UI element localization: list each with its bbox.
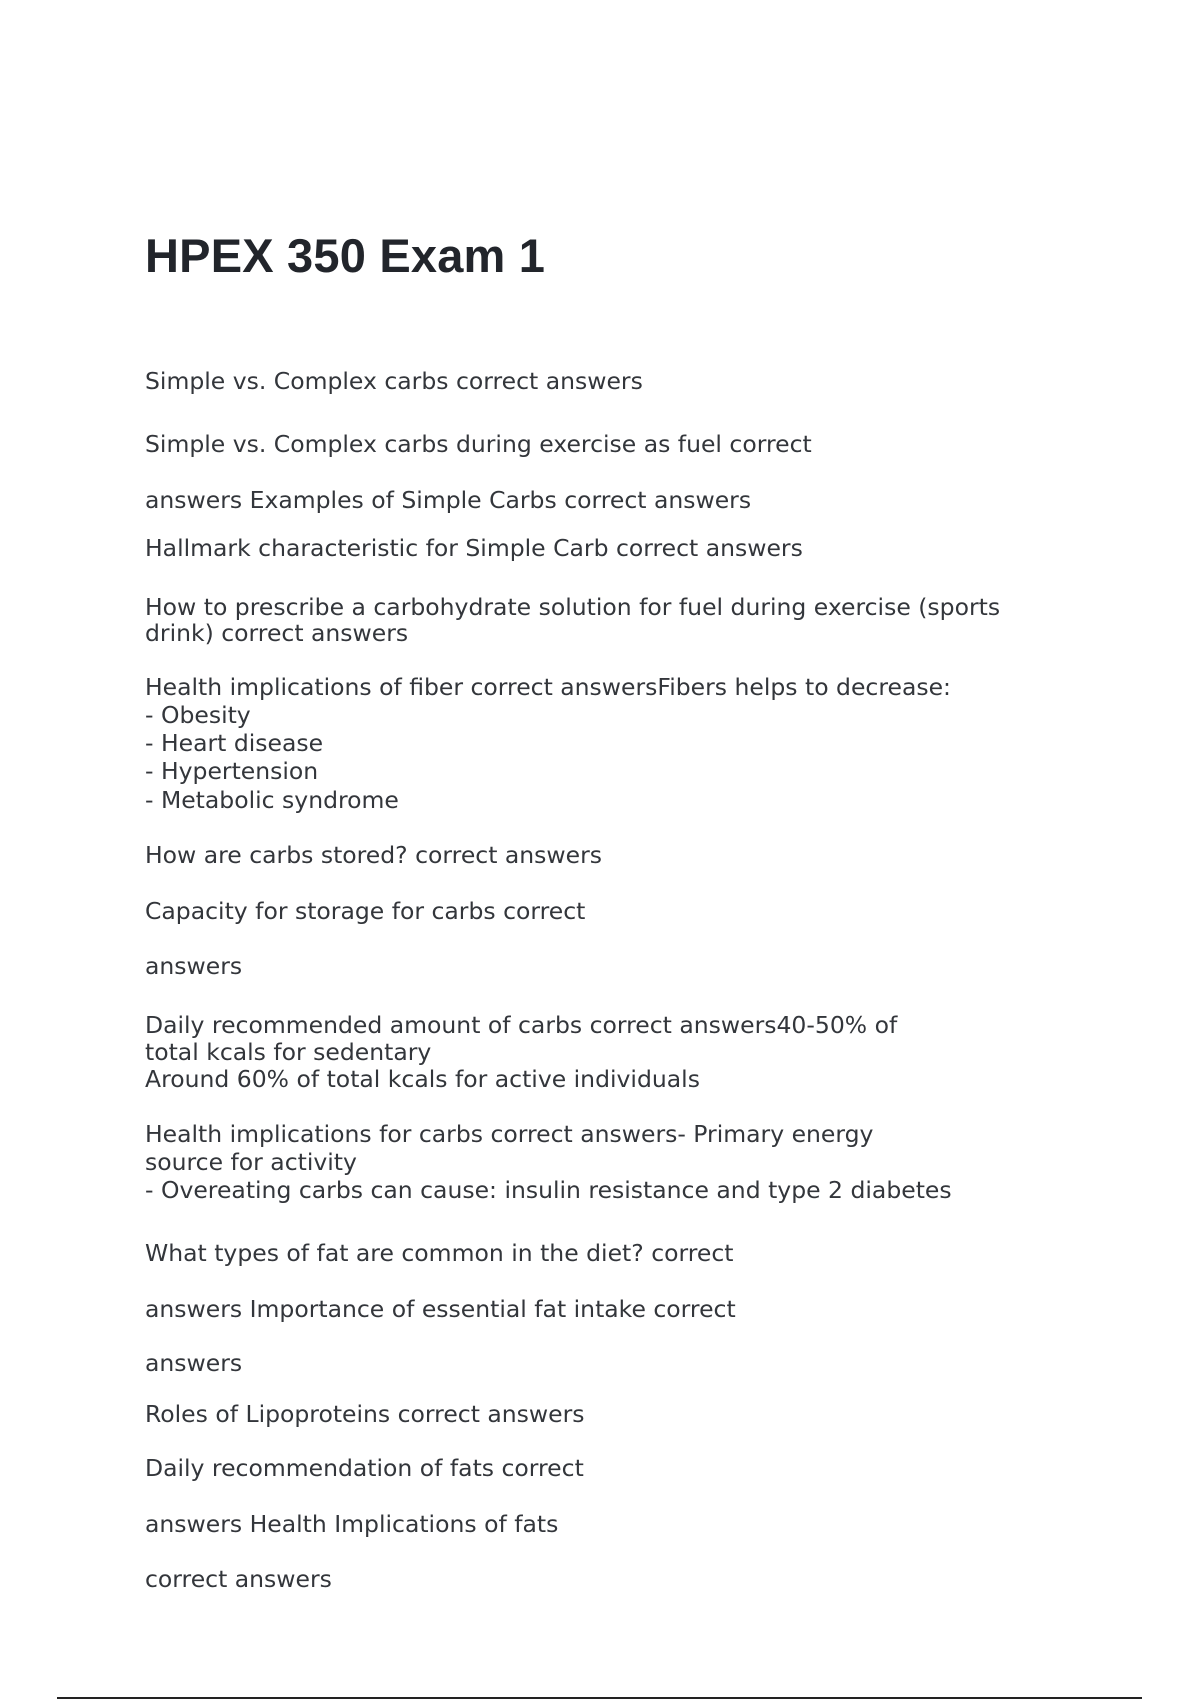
text-line: Roles of Lipoproteins correct answers: [145, 1400, 585, 1428]
text-line: drink) correct answers: [145, 619, 409, 647]
text-line: Health implications of fiber correct answersFibers helps to decrease:: [145, 673, 951, 701]
text-line: total kcals for sedentary: [145, 1038, 432, 1066]
text-line: answers Examples of Simple Carbs correct answers: [145, 486, 752, 514]
page-title: HPEX 350 Exam 1: [145, 229, 546, 282]
text-line: Daily recommended amount of carbs correct answers40-50% of: [145, 1011, 898, 1039]
text-line: What types of fat are common in the diet? correct: [145, 1239, 734, 1267]
bullet-item: - Metabolic syndrome: [145, 786, 399, 814]
text-line: correct answers: [145, 1565, 332, 1593]
bottom-divider: [57, 1697, 1142, 1699]
text-line: Around 60% of total kcals for active individuals: [145, 1065, 700, 1093]
text-line: Simple vs. Complex carbs during exercise as fuel correct: [145, 430, 812, 458]
text-line: source for activity: [145, 1148, 357, 1176]
text-line: Hallmark characteristic for Simple Carb correct answers: [145, 534, 803, 562]
text-line: How to prescribe a carbohydrate solution for fuel during exercise (sports: [145, 593, 1001, 621]
bullet-item: - Overeating carbs can cause: insulin resistance and type 2 diabetes: [145, 1176, 952, 1204]
bullet-item: - Hypertension: [145, 757, 319, 785]
text-line: Health implications for carbs correct answers- Primary energy: [145, 1120, 874, 1148]
text-line: answers: [145, 1349, 243, 1377]
text-line: Daily recommendation of fats correct: [145, 1454, 584, 1482]
text-line: Capacity for storage for carbs correct: [145, 897, 586, 925]
text-line: answers Importance of essential fat intake correct: [145, 1295, 736, 1323]
text-line: How are carbs stored? correct answers: [145, 841, 602, 869]
text-line: answers Health Implications of fats: [145, 1510, 559, 1538]
text-line: Simple vs. Complex carbs correct answers: [145, 367, 643, 395]
text-line: answers: [145, 952, 243, 980]
bullet-item: - Heart disease: [145, 729, 324, 757]
bullet-item: - Obesity: [145, 701, 251, 729]
